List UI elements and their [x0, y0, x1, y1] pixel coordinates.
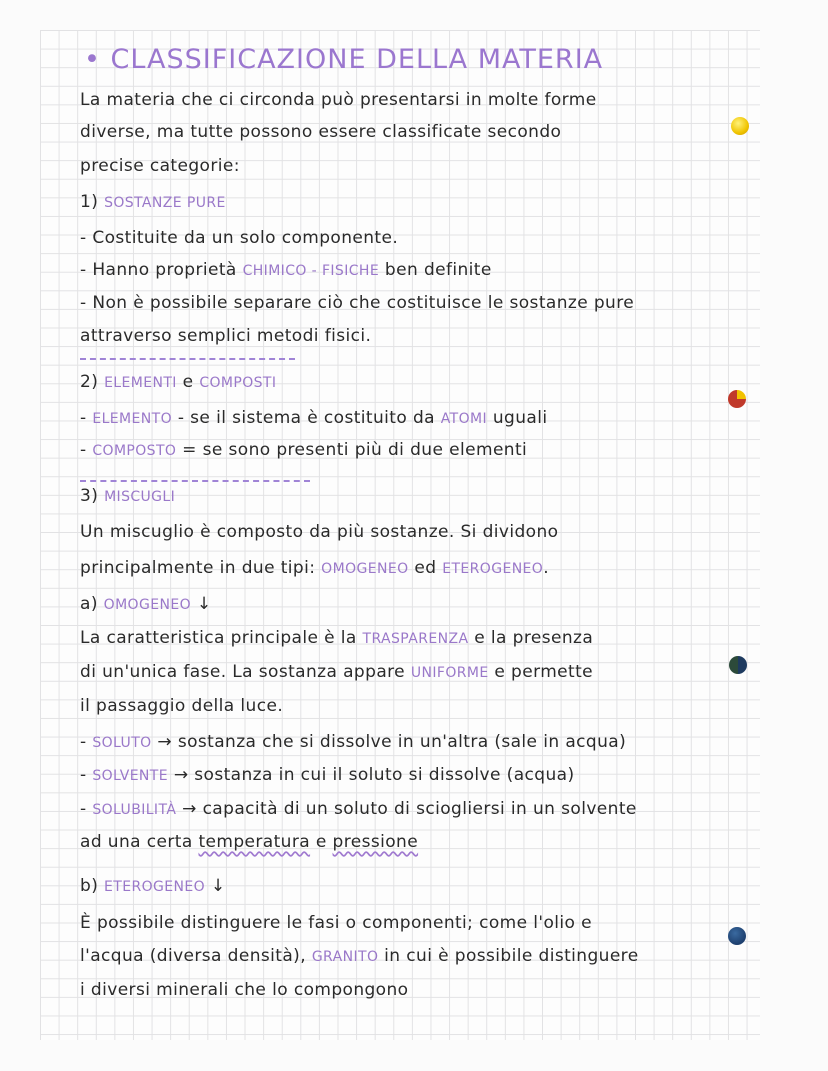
note-line: [80, 326, 371, 346]
note-text: 3): [80, 486, 105, 506]
note-text: uguali: [487, 408, 548, 428]
note-line: [80, 594, 211, 614]
highlighted-term: SOLVENTE: [92, 768, 169, 784]
note-line: [80, 293, 634, 313]
note-text: l'acqua (diversa densità),: [80, 946, 312, 966]
note-line: [80, 832, 418, 852]
note-text: -: [80, 408, 93, 428]
highlighted-term: OMOGENEO: [103, 597, 192, 613]
highlighted-term: SOLUTO: [92, 735, 152, 751]
note-line: [80, 90, 597, 110]
highlighted-term: ELEMENTI: [104, 375, 177, 391]
note-text: → sostanza che si dissolve in un'altra (sale in acqua): [151, 732, 627, 752]
note-text: -: [80, 732, 93, 752]
note-text: precise categorie:: [80, 156, 240, 176]
note-line: [80, 156, 240, 176]
highlighted-term: SOSTANZE PURE: [104, 195, 226, 211]
note-text: a): [80, 594, 104, 614]
note-text: È possibile distinguere le fasi o componenti; come l'olio e: [80, 913, 592, 933]
note-line: [80, 628, 593, 648]
highlighted-term: ATOMI: [440, 411, 488, 427]
note-line: [80, 799, 637, 819]
note-line: [80, 122, 561, 142]
note-line: [80, 440, 527, 460]
note-line: [80, 876, 226, 896]
note-line: [80, 192, 226, 212]
note-line: [80, 662, 593, 682]
note-line: [80, 228, 398, 248]
note-line: [80, 260, 492, 280]
blue-sticker-dot: [728, 927, 746, 945]
note-line: [80, 946, 639, 966]
highlighted-term: SOLUBILITÀ: [92, 802, 177, 818]
note-text: b): [80, 876, 105, 896]
note-text: e: [310, 832, 333, 852]
note-text: ad una certa: [80, 832, 199, 852]
note-text: - Costituite da un solo componente.: [80, 228, 399, 248]
underlined-term: temperatura: [198, 832, 311, 852]
highlighted-term: ELEMENTO: [92, 411, 173, 427]
note-text: → capacità di un soluto di sciogliersi in un solvente: [176, 799, 637, 819]
green-blue-sticker-dot: [729, 656, 747, 674]
highlighted-term: COMPOSTI: [199, 375, 277, 391]
highlighted-term: CHIMICO - FISICHE: [242, 263, 380, 279]
note-text: La caratteristica principale è la: [80, 628, 363, 648]
note-text: diverse, ma tutte possono essere classificate secondo: [80, 122, 562, 142]
section-divider: [80, 480, 310, 482]
note-text: -: [80, 440, 93, 460]
note-line: [80, 486, 175, 506]
note-line: [80, 558, 549, 578]
note-text: ed: [408, 558, 443, 578]
note-text: La materia che ci circonda può presentarsi in molte forme: [80, 90, 597, 110]
note-text: ben definite: [379, 260, 492, 280]
highlighted-term: COMPOSTO: [92, 443, 177, 459]
note-text: → sostanza in cui il soluto si dissolve (acqua): [168, 765, 575, 785]
note-text: .: [543, 558, 550, 578]
note-line: [80, 980, 408, 1000]
note-text: di un'unica fase. La sostanza appare: [80, 662, 411, 682]
title-text: • CLASSIFICAZIONE DELLA MATERIA: [84, 44, 604, 75]
note-text: in cui è possibile distinguere: [378, 946, 639, 966]
note-text: 1): [80, 192, 105, 212]
note-text: attraverso semplici metodi fisici.: [80, 326, 372, 346]
note-line: [80, 372, 276, 392]
underlined-term: pressione: [332, 832, 419, 852]
note-line: [80, 408, 547, 428]
page-title: [84, 44, 603, 75]
note-text: principalmente in due tipi:: [80, 558, 322, 578]
highlighted-term: ETEROGENEO: [442, 561, 544, 577]
note-text: e: [176, 372, 200, 392]
yellow-sticker-dot: [731, 117, 749, 135]
note-line: [80, 696, 283, 716]
section-divider: [80, 358, 295, 360]
highlighted-term: UNIFORME: [410, 665, 489, 681]
note-text: ↓: [205, 876, 226, 896]
note-text: -: [80, 799, 93, 819]
note-line: [80, 765, 574, 785]
note-text: - se il sistema è costituito da: [172, 408, 441, 428]
highlighted-term: OMOGENEO: [321, 561, 409, 577]
red-yellow-sticker-dot: [728, 390, 746, 408]
note-text: il passaggio della luce.: [80, 696, 284, 716]
note-text: e la presenza: [468, 628, 594, 648]
note-line: [80, 913, 592, 933]
note-text: -: [80, 765, 93, 785]
highlighted-term: GRANITO: [311, 949, 379, 965]
note-text: ↓: [191, 594, 212, 614]
note-text: Un miscuglio è composto da più sostanze. Si dividono: [80, 522, 559, 542]
highlighted-term: TRASPARENZA: [362, 631, 469, 647]
note-text: i diversi minerali che lo compongono: [80, 980, 409, 1000]
note-line: [80, 522, 558, 542]
note-text: - Hanno proprietà: [80, 260, 243, 280]
note-line: [80, 732, 626, 752]
note-text: - Non è possibile separare ciò che costituisce le sostanze pure: [80, 293, 635, 313]
note-text: = se sono presenti più di due elementi: [176, 440, 528, 460]
note-text: 2): [80, 372, 105, 392]
highlighted-term: MISCUGLI: [104, 489, 176, 505]
note-text: e permette: [488, 662, 594, 682]
highlighted-term: ETEROGENEO: [104, 879, 206, 895]
